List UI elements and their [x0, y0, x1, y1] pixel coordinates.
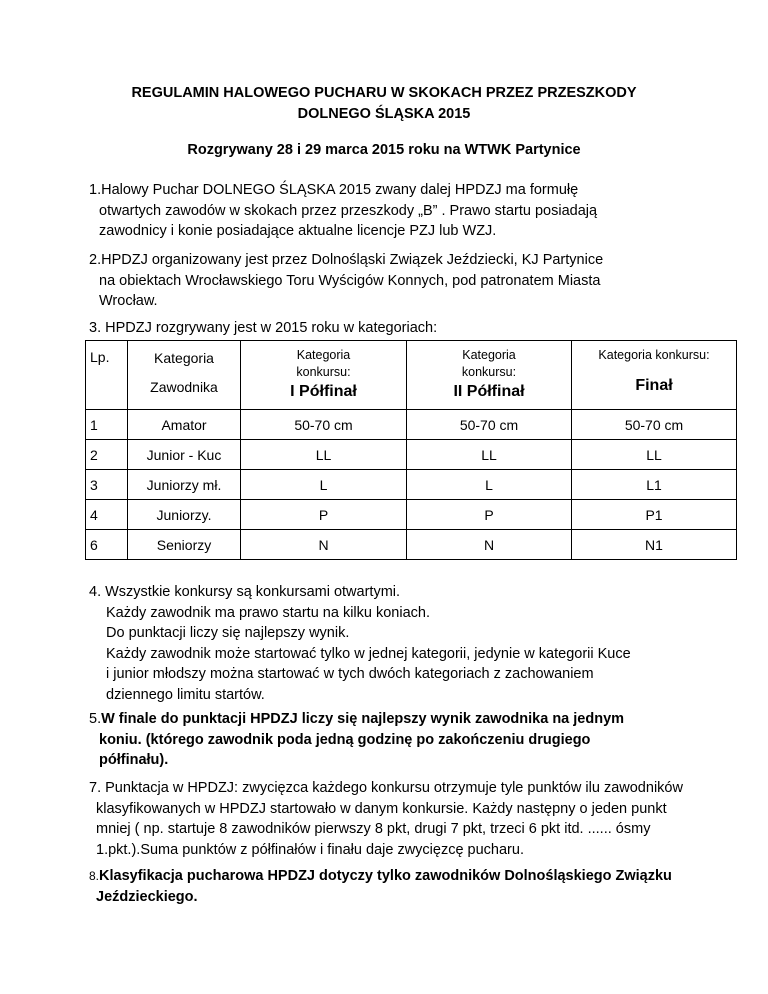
section-7-line: mniej ( np. startuje 8 zawodników pierwszy 8 pkt, drugi 7 pkt, trzeci 6 pkt itd. ...... ósmy: [96, 821, 651, 837]
section-5-number: 5.: [89, 711, 102, 727]
cell-final: 50-70 cm: [572, 410, 737, 440]
section-4-line: dziennego limitu startów.: [106, 686, 265, 703]
cell-polfinal-2: N: [407, 530, 572, 560]
header-polfinal-2: [407, 341, 572, 410]
section-4: [89, 582, 739, 705]
section-8-line-1: [89, 866, 739, 887]
header-lp: Lp.: [86, 341, 128, 410]
table-row: [86, 530, 737, 560]
cell-lp: 2: [86, 440, 128, 470]
section-4-line: Do punktacji liczy się najlepszy wynik.: [106, 625, 350, 641]
section-2-line: na obiektach Wrocławskiego Toru Wyścigów Konnych, pod patronatem Miasta: [99, 272, 601, 289]
section-8-text: Klasyfikacja pucharowa HPDZJ dotyczy tylko zawodników Dolnośląskiego Związku: [99, 868, 672, 884]
section-5-text: W finale do punktacji HPDZJ liczy się najlepszy wynik zawodnika na jednym: [101, 711, 625, 727]
section-2: [89, 250, 739, 312]
section-1-line: zawodnicy i konie posiadające aktualne licencje PZJ lub WZJ.: [99, 223, 497, 239]
table-row: [86, 410, 737, 440]
section-5: [89, 709, 739, 771]
cell-polfinal-1: 50-70 cm: [241, 410, 407, 440]
cell-final: P1: [572, 500, 737, 530]
section-5-line: półfinału).: [99, 752, 169, 768]
section-8: [89, 866, 739, 907]
section-8-line: Jeździeckiego.: [96, 888, 198, 905]
cell-kategoria: Juniorzy.: [128, 500, 241, 530]
section-4-line: Każdy zawodnik ma prawo startu na kilku koniach.: [106, 604, 430, 621]
section-4-line: i junior młodszy można startować w tych dwóch kategoriach z zachowaniem: [106, 666, 594, 682]
cell-polfinal-2: L: [407, 470, 572, 500]
section-1-line: otwartych zawodów w skokach przez przeszkody „B” . Prawo startu posiadają: [99, 202, 598, 219]
cell-polfinal-2: P: [407, 500, 572, 530]
header-polfinal-1-big: I Półfinał: [290, 383, 357, 400]
cell-kategoria: Juniorzy mł.: [128, 470, 241, 500]
cell-polfinal-1: N: [241, 530, 407, 560]
document-subtitle: Rozgrywany 28 i 29 marca 2015 roku na WTWK Partynice: [187, 142, 581, 158]
title-line-2: DOLNEGO ŚLĄSKA 2015: [297, 106, 471, 122]
header-kategoria-label: Kategoria: [154, 350, 214, 366]
title-line-1: REGULAMIN HALOWEGO PUCHARU W SKOKACH PRZEZ PRZESZKODY: [131, 85, 637, 101]
section-4-line: 4. Wszystkie konkursy są konkursami otwartymi.: [89, 584, 401, 600]
section-7-line: 1.pkt.).Suma punktów z półfinałów i finału daje zwycięzcę pucharu.: [96, 841, 524, 858]
header-final-big: Finał: [635, 377, 673, 394]
cell-kategoria: Amator: [128, 410, 241, 440]
table-row: [86, 440, 737, 470]
section-8-number: 8.: [89, 869, 100, 883]
cell-polfinal-1: LL: [241, 440, 407, 470]
cell-final: LL: [572, 440, 737, 470]
section-7-line: 7. Punktacja w HPDZJ: zwycięzca każdego konkursu otrzymuje tyle punktów ilu zawodników: [89, 780, 683, 796]
header-kategoria: [128, 341, 241, 410]
section-7-line: klasyfikowanych w HPDZJ startowało w danym konkursie. Każdy następny o jeden punkt: [96, 800, 667, 817]
cell-polfinal-1: L: [241, 470, 407, 500]
cell-final: N1: [572, 530, 737, 560]
cell-final: L1: [572, 470, 737, 500]
section-7: [89, 778, 739, 860]
document-title: [0, 83, 768, 125]
cell-kategoria: Junior - Kuc: [128, 440, 241, 470]
cell-lp: 3: [86, 470, 128, 500]
header-polfinal-2-big: II Półfinał: [453, 383, 525, 400]
cell-kategoria: Seniorzy: [128, 530, 241, 560]
header-zawodnika-label: Zawodnika: [150, 379, 218, 395]
table-row: [86, 470, 737, 500]
section-1: [89, 180, 739, 242]
section-3-intro: [89, 318, 739, 339]
section-2-line: Wrocław.: [99, 293, 158, 309]
cell-polfinal-2: LL: [407, 440, 572, 470]
table-header-row: [86, 341, 737, 410]
header-polfinal-1: [241, 341, 407, 410]
header-final-small: Kategoria konkursu:: [598, 348, 710, 362]
section-3-intro-text: 3. HPDZJ rozgrywany jest w 2015 roku w kategoriach:: [89, 320, 438, 336]
header-polfinal-2-small: Kategoria konkursu:: [461, 348, 517, 379]
table-row: [86, 500, 737, 530]
section-2-line: 2.HPDZJ organizowany jest przez Dolnośląski Związek Jeździecki, KJ Partynice: [89, 252, 604, 268]
section-5-line: koniu. (którego zawodnik poda jedną godzinę po zakończeniu drugiego: [99, 731, 591, 748]
section-4-line: Każdy zawodnik może startować tylko w jednej kategorii, jedynie w kategorii Kuce: [106, 645, 631, 662]
cell-polfinal-1: P: [241, 500, 407, 530]
header-polfinal-1-small: Kategoria konkursu:: [296, 348, 351, 379]
cell-lp: 6: [86, 530, 128, 560]
cell-lp: 4: [86, 500, 128, 530]
cell-lp: 1: [86, 410, 128, 440]
section-5-line-1: [89, 709, 739, 730]
header-final: [572, 341, 737, 410]
section-1-line: 1.Halowy Puchar DOLNEGO ŚLĄSKA 2015 zwany dalej HPDZJ ma formułę: [89, 182, 579, 198]
categories-table: [85, 340, 737, 560]
cell-polfinal-2: 50-70 cm: [407, 410, 572, 440]
